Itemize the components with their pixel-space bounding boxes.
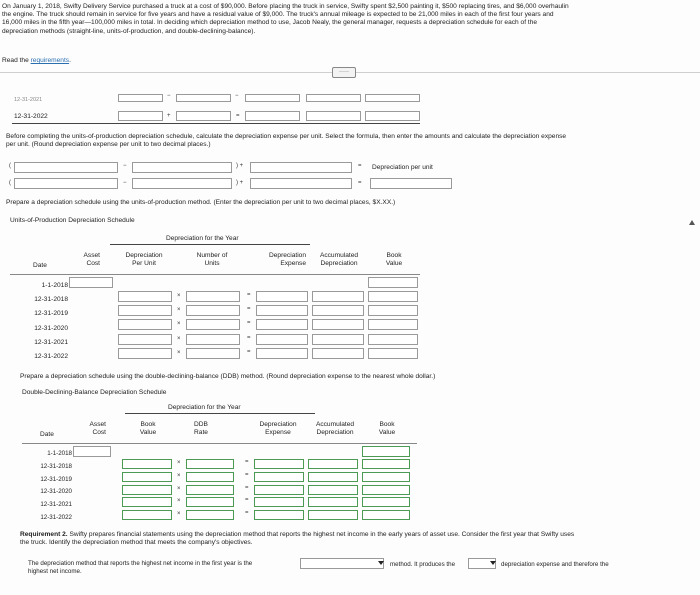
ddb-book-value-input[interactable] (122, 472, 172, 482)
ddb-book-value-end-input[interactable] (362, 472, 410, 482)
question-line: highest net income. (28, 568, 82, 576)
plus-sign: + (167, 113, 171, 119)
uop-dep-per-unit-input[interactable] (118, 319, 172, 330)
uop-dep-expense-input[interactable] (256, 305, 308, 316)
uop-date: 12-31-2020 (34, 324, 68, 332)
header-text: Cost (86, 260, 100, 268)
header-text: Expense (280, 260, 306, 268)
uop-col-dep-exp (256, 252, 306, 268)
ddb-book-value-end-input[interactable] (362, 510, 410, 520)
expand-button[interactable]: ····· (332, 67, 356, 78)
sl-input-b[interactable] (176, 94, 231, 102)
times-sign: × (177, 349, 181, 356)
requirement2-end-text: depreciation expense and therefore the (501, 561, 609, 568)
sl-input-c[interactable] (245, 94, 300, 102)
times-sign: × (177, 460, 181, 466)
read-requirements (2, 57, 71, 65)
header-text: Accumulated (315, 421, 355, 428)
times-sign: × (177, 485, 181, 492)
ddb-rate-input[interactable] (186, 497, 234, 507)
ddb-rate-input[interactable] (186, 485, 234, 495)
equals-sign: = (236, 113, 240, 119)
uop-schedule-title: Units-of-Production Depreciation Schedule (10, 217, 135, 224)
header-text: Value (139, 429, 157, 437)
header-text: Asset (83, 252, 100, 259)
uop-acc-dep-input[interactable] (312, 305, 364, 316)
paren-open: ( (9, 180, 11, 186)
equals-sign: = (245, 510, 249, 517)
equals-sign: = (358, 163, 362, 169)
minus-sign: − (167, 93, 171, 99)
header-text: Depreciation (259, 421, 297, 428)
uop-header-line (10, 274, 420, 275)
uop-group-line (110, 244, 310, 245)
equals-sign: = (245, 497, 249, 504)
formula-input-2[interactable] (132, 162, 232, 173)
ddb-dep-expense-input[interactable] (254, 510, 304, 520)
paren-close-plus: ) + (236, 180, 244, 186)
ddb-date: 12-31-2019 (40, 475, 72, 483)
paren-close-plus: ) + (236, 163, 244, 169)
uop-dep-per-unit-input[interactable] (118, 291, 172, 302)
uop-date: 12-31-2019 (34, 310, 68, 318)
ddb-dep-expense-input[interactable] (254, 472, 304, 482)
uop-col-asset (76, 252, 100, 268)
header-text: Book (379, 421, 395, 428)
question-line: The depreciation method that reports the highest net income in the first year is the (28, 560, 253, 567)
equals-sign: = (245, 459, 249, 465)
sl-row-input-2[interactable] (176, 111, 231, 121)
uop-book-value-input[interactable] (368, 334, 418, 345)
formula-input-1[interactable] (14, 162, 118, 173)
ddb-book-value-input[interactable] (122, 497, 172, 507)
header-text: DDB (194, 421, 208, 428)
equals-sign: = (247, 334, 251, 341)
uop-date-column (26, 279, 68, 364)
uop-col-book (376, 252, 412, 268)
ddb-asset-cost-input[interactable] (73, 446, 111, 457)
header-text: Depreciation (320, 260, 358, 268)
requirement2-line: Swifty prepares financial statements using the depreciation method that reports the highest net income in the early years of asset use. Consider the first year that Swifty uses (69, 531, 575, 538)
requirement2-text (20, 531, 574, 547)
ddb-acc-dep-input[interactable] (308, 497, 358, 507)
header-text: Depreciation (316, 429, 354, 437)
minus-sign: − (123, 180, 127, 186)
ddb-date: 12-31-2021 (40, 501, 72, 509)
times-sign: × (177, 321, 181, 328)
header-text: Value (378, 429, 396, 437)
ddb-dep-expense-input[interactable] (254, 459, 304, 469)
ddb-rate-input[interactable] (186, 459, 234, 469)
ddb-book-value-end-input[interactable] (362, 497, 410, 507)
times-sign: × (177, 293, 181, 299)
ddb-acc-dep-input[interactable] (308, 472, 358, 482)
ddb-rate-input[interactable] (186, 510, 234, 520)
minus-sign: − (123, 163, 127, 169)
problem-line: 16,000 miles in the fifth year—100,000 miles in total. In deciding which depreciation method to use, Jacob Nealy, the general manager, requests a depreciation schedule for each of the (2, 19, 538, 27)
header-text: Depreciation (268, 252, 306, 259)
ddb-col-bv (370, 421, 404, 437)
formula-input-4[interactable] (14, 178, 118, 189)
ddb-date: 12-31-2020 (40, 488, 72, 496)
uop-instruction-line: per unit. (Round depreciation expense per unit to two decimal places.) (6, 141, 211, 149)
equals-sign: = (245, 471, 249, 478)
sl-input-a[interactable] (118, 94, 163, 102)
uop-acc-dep-input[interactable] (312, 319, 364, 330)
uop-instruction-line: Before completing the units-of-production depreciation schedule, calculate the depreciation expense per unit. Select the formula, then enter the amounts and calculate the depreciation expense (6, 133, 567, 140)
uop-acc-dep-input[interactable] (312, 334, 364, 345)
ddb-schedule-title: Double-Declining-Balance Depreciation Schedule (22, 389, 167, 396)
problem-line: the engine. The truck should remain in service for five years and have a residual value of $9,000. The truck's annual mileage is expected to be 21,000 miles in each of the first four years and (2, 11, 554, 19)
requirement2-label: Requirement 2. (20, 531, 68, 538)
header-text: Book (140, 421, 156, 428)
header-text: Units (204, 260, 220, 268)
ddb-col-asset (82, 421, 106, 437)
requirements-link[interactable]: requirements (30, 57, 70, 64)
uop-book-value-initial[interactable] (368, 277, 418, 288)
faded-date-label: 12-31-2021 (14, 97, 43, 103)
times-sign: × (177, 472, 181, 479)
ddb-col-book (130, 421, 166, 437)
equals-sign: = (247, 292, 251, 298)
uop-book-value-input[interactable] (368, 348, 418, 359)
read-prefix: Read the (2, 57, 31, 64)
uop-book-value-input[interactable] (368, 291, 418, 302)
requirement2-line: the truck. Identify the depreciation method that meets the company's objectives. (20, 539, 253, 547)
uop-units-input[interactable] (186, 334, 240, 345)
ddb-book-value-end-input[interactable] (362, 485, 410, 495)
header-text: Accumulated (319, 252, 359, 259)
times-sign: × (177, 335, 181, 342)
ddb-book-value-input[interactable] (122, 485, 172, 495)
method-dropdown-icon[interactable] (378, 561, 384, 567)
header-text: Per Unit (132, 260, 156, 268)
ddb-book-value-end-input[interactable] (362, 459, 410, 469)
uop-acc-dep-input[interactable] (312, 348, 364, 359)
header-text: Value (385, 260, 403, 268)
uop-units-input[interactable] (186, 348, 240, 359)
uop-col-date: Date (33, 262, 47, 269)
uop-units-input[interactable] (186, 291, 240, 302)
uop-units-input[interactable] (186, 305, 240, 316)
uop-book-value-input[interactable] (368, 305, 418, 316)
sl-input-d[interactable] (306, 94, 361, 102)
uop-dep-expense-input[interactable] (256, 334, 308, 345)
ddb-dep-expense-input[interactable] (254, 497, 304, 507)
equals-sign: = (245, 484, 249, 491)
ddb-book-value-input[interactable] (122, 510, 172, 520)
sl-date-label: 12-31-2022 (14, 113, 48, 120)
ddb-group-header: Depreciation for the Year (168, 404, 241, 411)
header-text: Number of (196, 252, 228, 259)
formula-input-5[interactable] (132, 178, 232, 189)
scroll-up-icon[interactable] (689, 220, 695, 225)
ddb-date-column (30, 448, 72, 525)
uop-dep-per-unit-input[interactable] (118, 305, 172, 316)
sl-input-e[interactable] (365, 94, 420, 102)
expense-dropdown-icon[interactable] (490, 561, 496, 567)
uop-dep-per-unit-input[interactable] (118, 334, 172, 345)
ddb-schedule-instruction: Prepare a depreciation schedule using the double-declining-balance (DDB) method. (Round depreciation expense to the nearest whole dollar.) (20, 373, 436, 380)
ddb-acc-dep-input[interactable] (308, 510, 358, 520)
paren-open: ( (9, 163, 11, 169)
problem-text (2, 3, 569, 36)
header-text: Cost (92, 429, 106, 437)
header-text: Depreciation (125, 252, 163, 259)
problem-line: depreciation methods (straight-line, units-of-production, and double-declining-balance). (2, 27, 256, 35)
uop-dep-expense-input[interactable] (256, 348, 308, 359)
ddb-date: 12-31-2022 (40, 513, 72, 521)
formula-result-input[interactable] (370, 178, 452, 189)
uop-acc-dep-input[interactable] (312, 291, 364, 302)
ddb-col-date: Date (40, 431, 54, 438)
formula-input-3[interactable] (250, 162, 352, 173)
read-suffix: . (69, 57, 71, 64)
equals-sign: = (247, 320, 251, 327)
sl-row-input-5[interactable] (365, 111, 420, 121)
uop-date: 12-31-2021 (34, 338, 68, 346)
ddb-book-value-initial[interactable] (362, 446, 410, 457)
times-sign: × (177, 511, 181, 518)
problem-line: On January 1, 2018, Swifty Delivery Service purchased a truck at a cost of $90,000. Before placing the truck in service, Swifty spent $2,500 painting it, $500 replacing tires, and $6,000 overhaulin (2, 3, 569, 10)
uop-date: 12-31-2022 (34, 353, 68, 361)
ddb-dep-expense-input[interactable] (254, 485, 304, 495)
uop-date: 1-1-2018 (41, 282, 68, 289)
ddb-col-dep-exp (252, 421, 304, 437)
ddb-group-line (125, 413, 315, 414)
uop-col-dep-per-unit (118, 252, 170, 268)
equals-sign: = (247, 306, 251, 313)
header-text: Book (386, 252, 402, 259)
uop-group-header: Depreciation for the Year (166, 235, 239, 242)
method-select[interactable] (300, 558, 384, 569)
times-sign: × (177, 498, 181, 505)
ddb-col-acc-dep (308, 421, 362, 437)
header-text: Rate (194, 429, 208, 437)
times-sign: × (177, 307, 181, 314)
ddb-header-line (22, 443, 417, 444)
ddb-col-rate (186, 421, 216, 437)
header-text: Asset (89, 421, 106, 428)
uop-schedule-instruction: Prepare a depreciation schedule using the units-of-production method. (Enter the depreciation per unit to two decimal places, $X.XX.) (6, 199, 396, 206)
minus-sign: − (235, 93, 239, 99)
sl-row-input-3[interactable] (245, 111, 300, 121)
uop-col-units (184, 252, 240, 268)
equals-sign: = (358, 180, 362, 186)
equals-sign: = (247, 348, 251, 355)
formula-input-6[interactable] (250, 178, 352, 189)
uop-date: 12-31-2018 (34, 296, 68, 304)
uop-units-input[interactable] (186, 319, 240, 330)
uop-dep-per-unit-input[interactable] (118, 348, 172, 359)
ddb-book-value-input[interactable] (122, 459, 172, 469)
ddb-acc-dep-input[interactable] (308, 485, 358, 495)
ddb-acc-dep-input[interactable] (308, 459, 358, 469)
sl-row-input-4[interactable] (306, 111, 361, 121)
header-text: Expense (265, 429, 291, 437)
formula-result-label: Depreciation per unit (372, 164, 433, 171)
sl-row-input-1[interactable] (118, 111, 163, 121)
uop-dep-expense-input[interactable] (256, 291, 308, 302)
ddb-date: 12-31-2018 (40, 462, 72, 470)
uop-dep-expense-input[interactable] (256, 319, 308, 330)
ddb-date: 1-1-2018 (47, 450, 72, 457)
requirement2-mid-text: method. It produces the (390, 561, 456, 568)
uop-instructions (6, 133, 566, 149)
requirement2-question (28, 560, 252, 576)
sl-row-underline (12, 123, 420, 124)
uop-asset-cost-input[interactable] (69, 277, 113, 288)
ddb-rate-input[interactable] (186, 472, 234, 482)
uop-book-value-input[interactable] (368, 319, 418, 330)
uop-col-acc-dep (312, 252, 366, 268)
